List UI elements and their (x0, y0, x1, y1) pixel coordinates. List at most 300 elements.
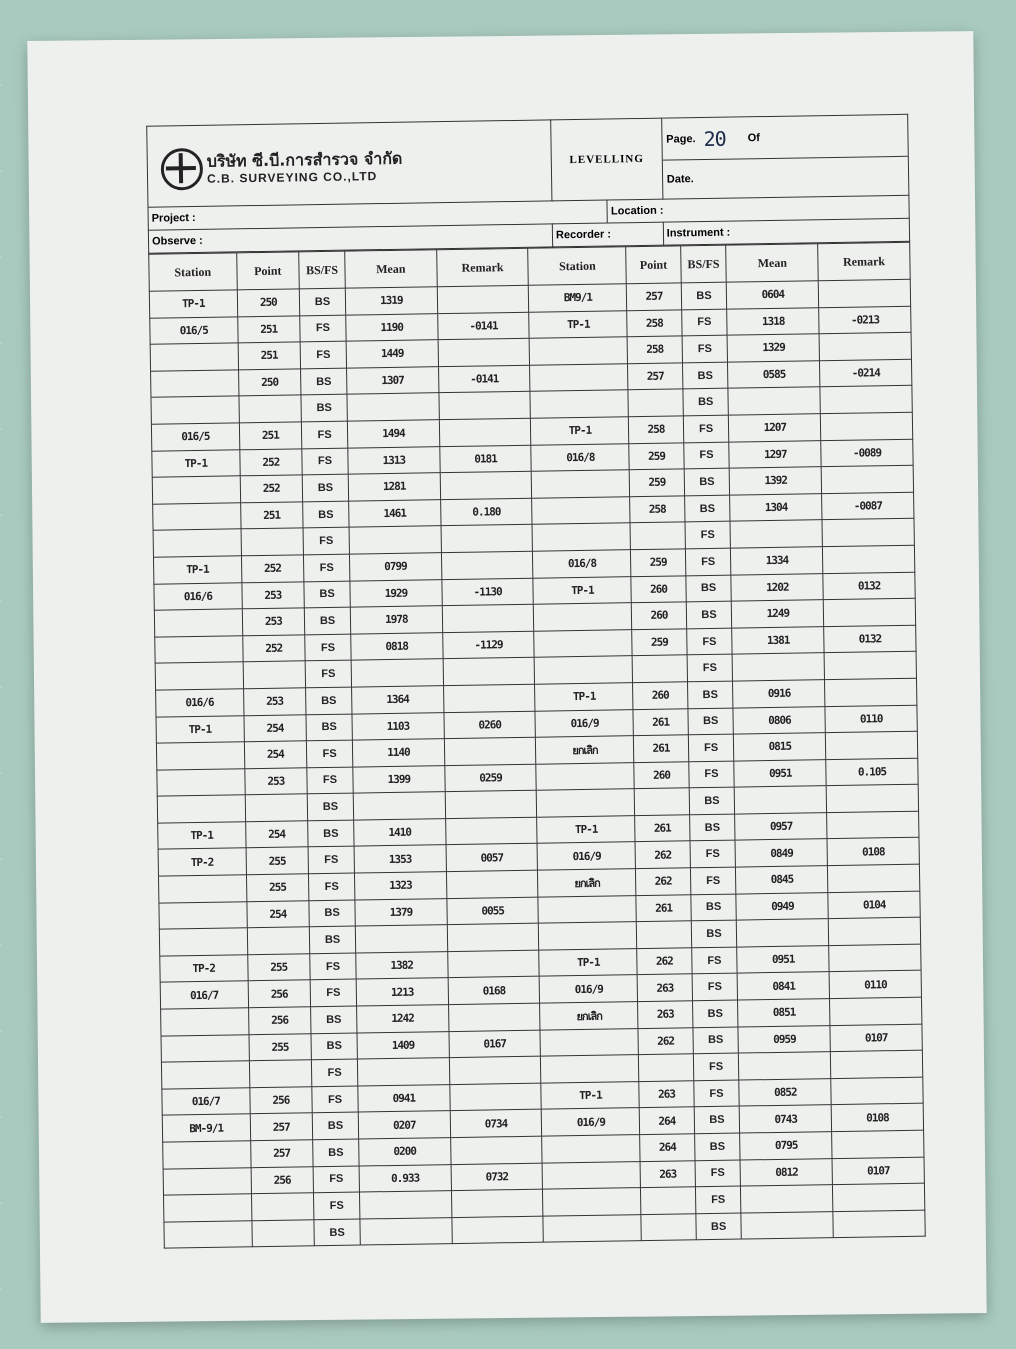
table-cell: 0110 (829, 971, 921, 999)
table-cell: 263 (638, 1001, 693, 1028)
table-cell: BS (689, 814, 735, 841)
table-cell: 0132 (823, 572, 915, 600)
table-cell: FS (305, 660, 351, 687)
table-cell: 1242 (357, 1005, 449, 1033)
table-cell (822, 519, 914, 547)
table-cell (445, 790, 537, 818)
table-cell (823, 598, 915, 626)
table-cell: 0851 (738, 999, 830, 1027)
table-cell: 262 (636, 868, 691, 895)
levelling-form (146, 114, 926, 1296)
table-cell: 254 (245, 821, 308, 849)
form-header (146, 114, 910, 254)
table-cell: BS (303, 501, 349, 528)
table-cell: FS (306, 740, 352, 767)
table-cell: 0916 (733, 680, 825, 708)
table-cell: TP-1 (537, 816, 635, 844)
table-cell: BS (304, 581, 350, 608)
table-cell (443, 658, 535, 686)
table-cell: 0949 (736, 892, 828, 920)
table-cell (438, 338, 530, 366)
table-cell: 0107 (832, 1157, 924, 1185)
table-cell: FS (312, 1059, 358, 1086)
table-cell: BS (314, 1219, 360, 1246)
table-cell (735, 786, 827, 814)
table-cell (347, 393, 439, 421)
table-cell: 252 (240, 475, 303, 503)
table-cell: 259 (631, 549, 686, 576)
table-cell (349, 526, 441, 554)
table-cell (360, 1217, 452, 1245)
table-cell: 0168 (448, 977, 540, 1005)
table-cell (543, 1188, 641, 1216)
table-cell: 261 (634, 735, 689, 762)
table-cell: FS (313, 1166, 359, 1193)
date-label: Date. (666, 172, 694, 186)
table-cell: FS (682, 335, 728, 362)
table-cell (532, 496, 630, 524)
table-cell: BM9/1 (529, 284, 627, 312)
table-cell: FS (300, 341, 346, 368)
table-cell: ยกเลิก (538, 869, 636, 897)
table-cell: FS (685, 521, 731, 548)
table-cell: 264 (640, 1107, 695, 1134)
table-cell: 255 (246, 847, 309, 875)
table-cell (359, 1191, 451, 1219)
table-cell: TP-1 (158, 822, 246, 850)
table-cell: FS (310, 953, 356, 980)
table-cell: FS (314, 1192, 360, 1219)
table-cell: 0104 (828, 891, 920, 919)
table-cell: 255 (246, 874, 309, 902)
table-cell: FS (305, 634, 351, 661)
table-cell: FS (308, 847, 354, 874)
levelling-table (148, 242, 926, 1249)
table-cell: BS (312, 1112, 358, 1139)
table-cell: 016/5 (151, 423, 239, 451)
table-cell: 1399 (353, 765, 445, 793)
table-cell (251, 1193, 314, 1221)
table-cell: 257 (628, 363, 683, 390)
table-cell: 1364 (352, 686, 444, 714)
table-cell: FS (683, 415, 729, 442)
table-cell (164, 1194, 252, 1222)
table-cell: BS (684, 468, 730, 495)
table-cell (155, 662, 243, 690)
table-cell (442, 604, 534, 632)
table-cell: FS (690, 841, 736, 868)
table-cell (538, 895, 636, 923)
table-cell (826, 784, 918, 812)
table-cell: FS (307, 767, 353, 794)
table-cell: 016/7 (162, 1088, 250, 1116)
page-number: 20 (703, 126, 726, 151)
table-cell: 0259 (444, 764, 536, 792)
table-cell: 016/5 (150, 316, 238, 344)
table-cell: 259 (630, 469, 685, 496)
column-header: BS/FS (299, 251, 345, 289)
table-cell (451, 1189, 543, 1217)
table-cell: 1307 (347, 366, 439, 394)
table-cell: 1929 (350, 579, 442, 607)
table-cell (630, 522, 685, 549)
table-cell: 1382 (356, 951, 448, 979)
table-cell: 1392 (730, 467, 822, 495)
table-cell: FS (688, 761, 734, 788)
table-cell (628, 389, 683, 416)
table-cell: 1409 (357, 1031, 449, 1059)
table-cell: 261 (633, 708, 688, 735)
table-cell: 256 (249, 1087, 312, 1115)
table-cell: 1202 (731, 573, 823, 601)
table-cell: FS (683, 442, 729, 469)
table-cell: 0734 (450, 1110, 542, 1138)
table-cell: TP-1 (541, 1081, 639, 1109)
table-cell (832, 1130, 924, 1158)
table-cell: FS (685, 548, 731, 575)
table-cell (355, 925, 447, 953)
table-cell: 1381 (732, 626, 824, 654)
table-cell: 255 (247, 954, 310, 982)
table-cell: BS (306, 687, 352, 714)
table-cell: BS (307, 793, 353, 820)
table-cell: 0.105 (826, 758, 918, 786)
table-cell (448, 1003, 540, 1031)
table-cell: 1353 (354, 845, 446, 873)
table-cell (152, 476, 240, 504)
table-cell: 0941 (358, 1084, 450, 1112)
table-cell: BS (313, 1139, 359, 1166)
table-body (149, 279, 925, 1248)
table-cell: 261 (635, 815, 690, 842)
table-cell: 0818 (351, 632, 443, 660)
table-cell: 258 (628, 336, 683, 363)
table-cell: 254 (246, 900, 309, 928)
table-cell (534, 603, 632, 631)
table-cell: 0743 (740, 1105, 832, 1133)
table-cell: 0167 (449, 1030, 541, 1058)
table-cell: 258 (629, 416, 684, 443)
table-cell: 251 (237, 315, 300, 343)
table-cell: BS (306, 714, 352, 741)
table-cell: 1334 (731, 547, 823, 575)
table-cell: TP-2 (160, 955, 248, 983)
table-cell: 257 (250, 1140, 313, 1168)
table-cell: 0795 (740, 1132, 832, 1160)
table-cell: 0957 (735, 813, 827, 841)
table-cell (823, 545, 915, 573)
table-cell: TP-1 (149, 290, 237, 318)
table-cell (641, 1187, 696, 1214)
table-cell: 0951 (734, 759, 826, 787)
table-cell (633, 655, 688, 682)
table-cell: 257 (627, 283, 682, 310)
table-cell (830, 997, 922, 1025)
table-cell (818, 279, 910, 307)
table-cell: 0.933 (359, 1164, 451, 1192)
table-cell (831, 1077, 923, 1105)
table-cell: 0799 (349, 553, 441, 581)
table-cell: BS (689, 787, 735, 814)
table-cell: 256 (251, 1166, 314, 1194)
page-date-cell (661, 114, 908, 199)
table-cell (151, 396, 239, 424)
table-cell: 259 (632, 629, 687, 656)
table-cell: 0585 (728, 360, 820, 388)
table-cell (730, 520, 822, 548)
table-cell (541, 1055, 639, 1083)
table-cell: 255 (249, 1033, 312, 1061)
table-cell: 1379 (355, 898, 447, 926)
table-cell: 0110 (825, 705, 917, 733)
table-cell: BS (301, 368, 347, 395)
table-cell: TP-1 (539, 948, 637, 976)
location-field: Location : (607, 195, 909, 223)
table-cell: FS (300, 315, 346, 342)
table-cell (530, 337, 628, 365)
table-cell (437, 285, 529, 313)
table-cell: 253 (242, 608, 305, 636)
table-cell: 0200 (359, 1138, 451, 1166)
column-header: BS/FS (680, 245, 726, 283)
company-cell (147, 120, 552, 207)
table-cell: 1297 (729, 440, 821, 468)
table-cell (161, 1061, 249, 1089)
table-cell: 0959 (738, 1025, 830, 1053)
table-cell (450, 1136, 542, 1164)
table-cell (543, 1214, 641, 1242)
table-cell: BS (692, 1000, 738, 1027)
table-cell (532, 523, 630, 551)
table-cell (157, 795, 245, 823)
table-cell: 0604 (727, 281, 819, 309)
table-cell (150, 343, 238, 371)
table-cell (542, 1135, 640, 1163)
table-cell: 016/9 (537, 842, 635, 870)
table-cell: 0055 (447, 897, 539, 925)
table-cell: BS (695, 1213, 741, 1240)
table-cell (819, 332, 911, 360)
table-cell: BS (685, 575, 731, 602)
table-cell: BS (687, 681, 733, 708)
table-cell (247, 927, 310, 955)
table-cell: 253 (241, 581, 304, 609)
table-cell: BS (686, 601, 732, 628)
table-cell: 0815 (734, 733, 826, 761)
table-cell: TP-2 (158, 848, 246, 876)
table-cell (444, 737, 536, 765)
table-cell: -0141 (437, 312, 529, 340)
table-cell (157, 768, 245, 796)
table-cell: TP-1 (152, 449, 240, 477)
table-cell (535, 656, 633, 684)
table-cell: -0087 (822, 492, 914, 520)
table-cell: BS (304, 607, 350, 634)
table-cell: BS (693, 1027, 739, 1054)
table-cell (641, 1214, 696, 1241)
table-cell: BS (682, 362, 728, 389)
table-cell: 260 (632, 602, 687, 629)
table-cell: 251 (238, 342, 301, 370)
table-cell: FS (309, 873, 355, 900)
table-cell (351, 659, 443, 687)
table-cell: BS (302, 474, 348, 501)
table-cell: 0845 (736, 866, 828, 894)
column-header: Point (236, 252, 299, 290)
column-header: Mean (726, 244, 818, 282)
table-cell (536, 762, 634, 790)
table-cell: -1130 (442, 578, 534, 606)
table-cell (241, 528, 304, 556)
table-cell: FS (687, 654, 733, 681)
table-cell: BS (691, 920, 737, 947)
table-cell (820, 386, 912, 414)
table-cell: BS (301, 395, 347, 422)
company-name-thai: บริษัท ซี.บี.การสำรวจ จำกัด (206, 148, 403, 171)
table-cell: FS (304, 554, 350, 581)
form-title: LEVELLING (551, 118, 663, 201)
table-cell (441, 525, 533, 553)
table-cell (446, 870, 538, 898)
table-cell (530, 363, 628, 391)
table-cell (728, 387, 820, 415)
table-cell: 0181 (439, 445, 531, 473)
column-header: Remark (436, 248, 528, 286)
table-cell: 263 (639, 1081, 694, 1108)
table-cell: 262 (638, 1027, 693, 1054)
table-cell: 254 (244, 741, 307, 769)
table-cell (639, 1054, 694, 1081)
column-header: Station (528, 247, 627, 286)
table-cell: FS (303, 527, 349, 554)
table-cell: BS (690, 894, 736, 921)
table-cell (249, 1060, 312, 1088)
table-cell (251, 1220, 314, 1248)
observe-field: Observe : (148, 224, 552, 253)
table-cell: FS (691, 947, 737, 974)
table-cell: 263 (638, 974, 693, 1001)
table-cell (439, 418, 531, 446)
table-cell: BS (308, 820, 354, 847)
table-cell (153, 529, 241, 557)
table-cell: 251 (240, 502, 303, 530)
table-cell: 252 (239, 448, 302, 476)
table-cell: BS (309, 926, 355, 953)
table-cell: 256 (248, 1007, 311, 1035)
table-cell (828, 864, 920, 892)
table-cell (833, 1183, 925, 1211)
table-cell: FS (693, 1053, 739, 1080)
table-cell: ยกเลิก (536, 736, 634, 764)
table-cell (445, 817, 537, 845)
table-cell (245, 794, 308, 822)
table-cell (447, 950, 539, 978)
table-cell: 0.180 (440, 498, 532, 526)
table-cell (357, 1058, 449, 1086)
table-cell: 016/8 (531, 443, 629, 471)
table-cell: 1313 (348, 446, 440, 474)
table-cell (828, 917, 920, 945)
table-cell: 258 (630, 496, 685, 523)
table-cell: 0108 (827, 838, 919, 866)
column-header: Point (626, 246, 681, 284)
table-cell (353, 792, 445, 820)
table-cell: 257 (250, 1113, 313, 1141)
table-cell: FS (692, 974, 738, 1001)
table-cell (239, 395, 302, 423)
table-cell: TP-1 (153, 556, 241, 584)
column-header: Mean (345, 250, 437, 288)
table-cell: -0214 (820, 359, 912, 387)
table-cell (829, 944, 921, 972)
table-cell (243, 661, 306, 689)
table-cell: 0207 (358, 1111, 450, 1139)
table-cell (161, 1034, 249, 1062)
table-cell: 016/6 (154, 582, 242, 610)
table-cell (833, 1210, 925, 1238)
table-cell: BS (688, 708, 734, 735)
table-cell: BM-9/1 (162, 1114, 250, 1142)
recorder-field: Recorder : (552, 222, 663, 247)
table-cell (826, 731, 918, 759)
table-cell (155, 636, 243, 664)
table-cell (637, 921, 692, 948)
table-cell: 1319 (345, 287, 437, 315)
table-cell: 0849 (735, 839, 827, 867)
table-cell: TP-1 (531, 417, 629, 445)
table-cell: BS (694, 1106, 740, 1133)
table-cell: 260 (634, 761, 689, 788)
table-cell (824, 652, 916, 680)
table-cell: 016/8 (533, 550, 631, 578)
table-cell: 0841 (738, 972, 830, 1000)
table-cell (156, 742, 244, 770)
table-cell (821, 465, 913, 493)
table-cell: 250 (237, 289, 300, 317)
table-cell (530, 390, 628, 418)
table-cell: TP-1 (529, 310, 627, 338)
table-cell (164, 1221, 252, 1249)
table-cell: 1304 (730, 493, 822, 521)
table-cell: BS (311, 1033, 357, 1060)
table-cell: 0132 (824, 625, 916, 653)
table-cell: -0213 (819, 306, 911, 334)
table-cell: 1190 (346, 313, 438, 341)
table-cell: -0089 (821, 439, 913, 467)
table-cell (161, 1008, 249, 1036)
table-cell: BS (694, 1133, 740, 1160)
instrument-field: Instrument : (663, 218, 910, 245)
table-cell (821, 412, 913, 440)
table-cell (449, 1056, 541, 1084)
table-cell: 1329 (728, 334, 820, 362)
table-cell: FS (695, 1160, 741, 1187)
table-cell: 264 (640, 1134, 695, 1161)
table-cell: FS (301, 421, 347, 448)
table-cell (737, 919, 829, 947)
table-cell (163, 1167, 251, 1195)
table-cell: 1323 (354, 872, 446, 900)
table-cell (159, 928, 247, 956)
table-cell: 0732 (451, 1163, 543, 1191)
table-cell: 262 (637, 948, 692, 975)
table-cell: ยกเลิก (540, 1002, 638, 1030)
table-cell (151, 370, 239, 398)
column-header: Station (149, 253, 237, 291)
table-cell: 258 (627, 309, 682, 336)
table-cell: -1129 (442, 631, 534, 659)
table-cell: TP-1 (535, 683, 633, 711)
